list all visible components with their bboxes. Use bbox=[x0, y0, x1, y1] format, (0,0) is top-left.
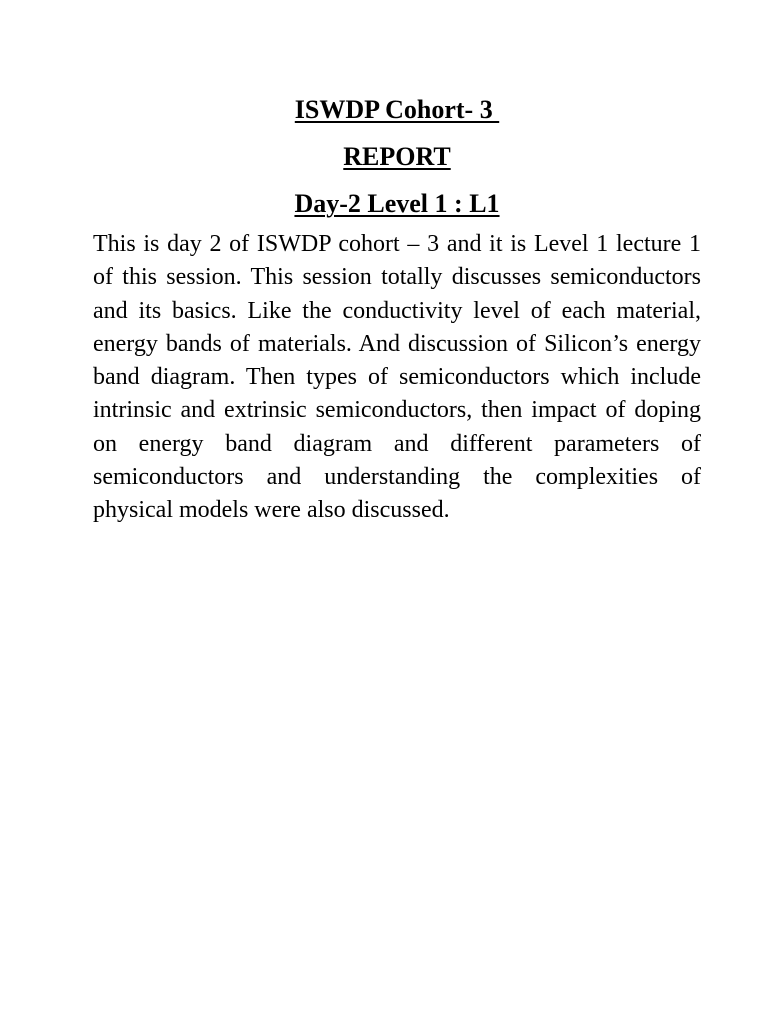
title-block bbox=[93, 86, 701, 227]
body-paragraph: This is day 2 of ISWDP cohort – 3 and it is Level 1 lecture 1 of this session. This session totally discusses semiconductors and its basics. Like the conductivity level of each material, energy bands of materials. And discussion of Silicon’s energy band diagram. Then types of semiconductors which include intrinsic and extrinsic semiconductors, then impact of doping on energy band diagram and different parameters of semiconductors and understanding the complexities of physical models were also discussed. bbox=[93, 231, 701, 524]
document-title: ISWDP Cohort- 3 bbox=[294, 95, 500, 124]
session-heading: Day-2 Level 1 : L1 bbox=[294, 189, 500, 218]
report-heading: REPORT bbox=[343, 142, 451, 171]
